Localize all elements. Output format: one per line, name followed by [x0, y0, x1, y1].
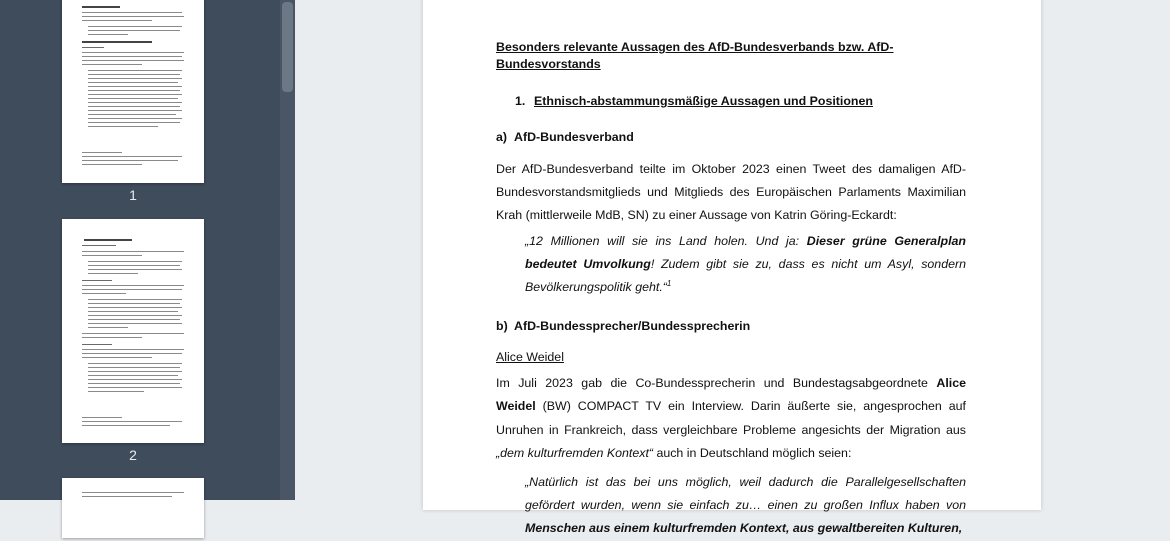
- document-page: [423, 0, 1041, 536]
- paragraph-weidel-text-1: Im Juli 2023 gab die Co-Bundessprecherin und Bundestagsabgeordnete: [496, 376, 937, 391]
- paragraph-weidel-text-3: auch in Deutschland möglich seien:: [653, 445, 852, 460]
- quote-krah-bold: Dieser grüne Generalplan bedeutet Umvolkung: [525, 233, 966, 271]
- subheading-a-text: AfD-Bundesverband: [514, 130, 634, 144]
- quote-krah-text-2: ! Zudem gibt sie zu, dass es nicht um Asyl, sondern Bevölkerungspolitik geht.“: [525, 256, 967, 295]
- subheading-b-label: b): [496, 319, 508, 334]
- page-thumbnail-3[interactable]: [62, 478, 204, 538]
- footnote-ref-1[interactable]: 1: [666, 278, 672, 288]
- quote-krah: [496, 230, 966, 300]
- heading-1-number: 1.: [515, 94, 526, 108]
- thumbnail-page-number: 2: [129, 447, 137, 463]
- quote-weidel: [496, 471, 966, 541]
- quote-weidel-bold: Menschen aus einem kulturfremden Kontext, aus gewaltbereiten Kulturen,: [525, 521, 963, 536]
- section-title: Besonders relevante Aussagen des AfD-Bundesverbands bzw. AfD-Bundesvorstands: [496, 40, 894, 71]
- paragraph-weidel-italic: „dem kulturfremden Kontext“: [496, 445, 654, 460]
- scrollbar-thumb[interactable]: [282, 2, 293, 92]
- thumbnail-page-number: 1: [129, 187, 137, 203]
- heading-1: [496, 93, 966, 110]
- paragraph-weidel: [496, 372, 966, 465]
- heading-1-text: Ethnisch-abstammungsmäßige Aussagen und Positionen: [534, 94, 873, 108]
- subheading-a: [496, 129, 966, 146]
- subheading-b-text: AfD-Bundessprecher/Bundessprecherin: [514, 319, 751, 334]
- page-thumbnail-2[interactable]: [62, 219, 204, 443]
- document-content: [496, 39, 966, 541]
- subheading-a-label: a): [496, 130, 508, 144]
- quote-krah-text-1: „12 Millionen will sie ins Land holen. Und ja:: [525, 233, 807, 248]
- speaker-name: Alice Weidel: [496, 350, 564, 365]
- thumbnail-sidebar: [0, 0, 280, 500]
- quote-weidel-text-1: „Natürlich ist das bei uns möglich, weil dadurch die Parallelgesellschaften gefördert wurden, wenn sie einfach zu… einen zu großen Influx haben von: [525, 475, 966, 513]
- page-thumbnail-1[interactable]: [62, 0, 204, 183]
- paragraph-bundesverband: Der AfD-Bundesverband teilte im Oktober 2023 einen Tweet des damaligen AfD-Bundesvorstandsmitglieds und Mitglieds des Europäischen Parlaments Maximilian Krah (mittlerweile MdB, SN) zu einer Aussage von Katrin Göring-Eckardt:: [496, 162, 966, 223]
- paragraph-weidel-bold: Alice Weidel: [496, 376, 966, 414]
- paragraph-weidel-text-2: (BW) COMPACT TV ein Interview. Darin äußerte sie, angesprochen auf Unruhen in Frankreich, dass vergleichbare Probleme angesichts der Migration aus: [496, 399, 966, 437]
- subheading-b: [496, 318, 966, 335]
